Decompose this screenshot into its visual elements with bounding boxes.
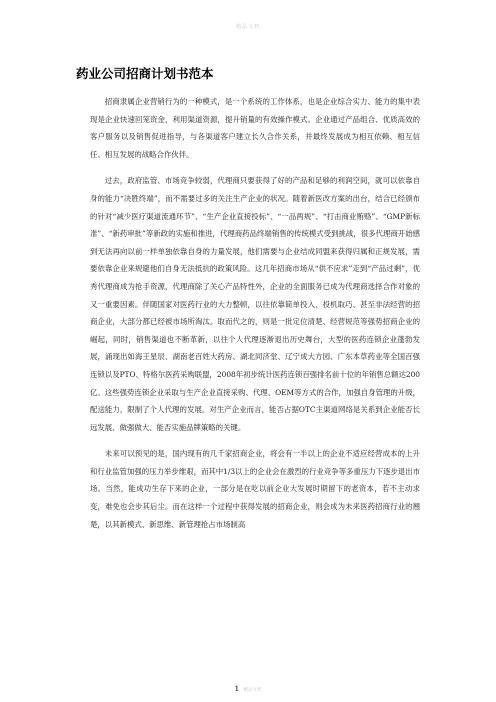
document-title: 药业公司招商计划书范本 bbox=[76, 66, 214, 81]
paragraph-intro: 招商隶属企业营销行为的一种模式，是一个系统的工作体系，也是企业综合实力、能力的集中表现是企业快速回笼资金，利用渠道资源，提升销量的有效操作模式。企业通过产品组合、优质高效的客户服务以及销售促进指导，与各渠道客户建立长久合作关系，并最终发展成为相互依赖、相互信任、相互发展的战略合作伙伴。 bbox=[90, 97, 420, 159]
footer-watermark: 精品文档 bbox=[243, 688, 262, 693]
page-number: 1 bbox=[234, 684, 240, 693]
header-watermark: 精品文档 bbox=[235, 24, 260, 30]
paragraph-background: 过去，政府监管、市场竞争较弱，代理商只要获得了好的产品和足够的利润空间，就可以依靠自身的能力“决胜终端”，而不需要过多的关注生产企业的状况。随着新医改方案的出台，结合已经颁布的针对“减少医疗渠道流通环节”、“生产企业直接投标”、“一品两规”、“打击商业贿赂”、“GMP新标准”、“新药审批”等新政的实施和推进，代理商药品终端销售的传统模式受到挑战，很多代理商开始感到无法再向以前一样单独依靠自身的力量发展，他们需要与企业结成同盟来获得归属和正规发展，需要依靠企业来规避他们自身无法抵抗的政策风险。这几年招商市场从“供不应求”走到“产品过剩”，优秀代理商成为抢手资源，代理商除了关心产品特性外，企业的全面服务已成为代理商选择合作对象的又一重要因素。伴随国家对医药行业的大力整顿，以往依靠简单投入、投机取巧、甚至非法经营的招商企业，大部分都已经被市场所淘汰。取而代之的，则是一批定位清楚、经营规范等强势招商企业的崛起，同时，销售渠道也不断革新，以往个人代理逐渐退出历史舞台，大型的医药连锁企业蓬勃发展，涌现出如海王星辰、湖南老百姓大药房、湖北同济堂、辽宁成大方园、广东本草药业等全国百强连锁以及PTO、特格尔医药采购联盟，2008年初步统计医药连锁百强排名前十位的年销售总额达200亿。这些强势连锁企业采取与生产企业直接采购、代理、OEM等方式的合作，加强自身管理的升级，配送能力，限制了个人代理的发展。对生产企业而言，能否占据OTC主渠道网络是关系到企业能否长远发展、做强做大、能否实施品牌策略的关键。 bbox=[90, 176, 420, 432]
page-footer bbox=[0, 684, 496, 693]
paragraph-outlook: 未来可以预见的是，国内现有的几千家招商企业，将会有一半以上的企业不适应经营成本的上升和行业监管加强的压力举步维艰，而其中1/3以上的企业会在激烈的行业竞争等多重压力下逐步退出市场。当然，能成功生存下来的企业，一部分是在吃以前企业大发展时期留下的老资本，若不主动求变，难免也会步其后尘。而在这样一个过程中获得发展的招商企业，则会成为未来医药招商行业的翘楚，以其新模式、新思维、新管理抢占市场制高 bbox=[90, 449, 420, 529]
document-body bbox=[90, 93, 420, 542]
